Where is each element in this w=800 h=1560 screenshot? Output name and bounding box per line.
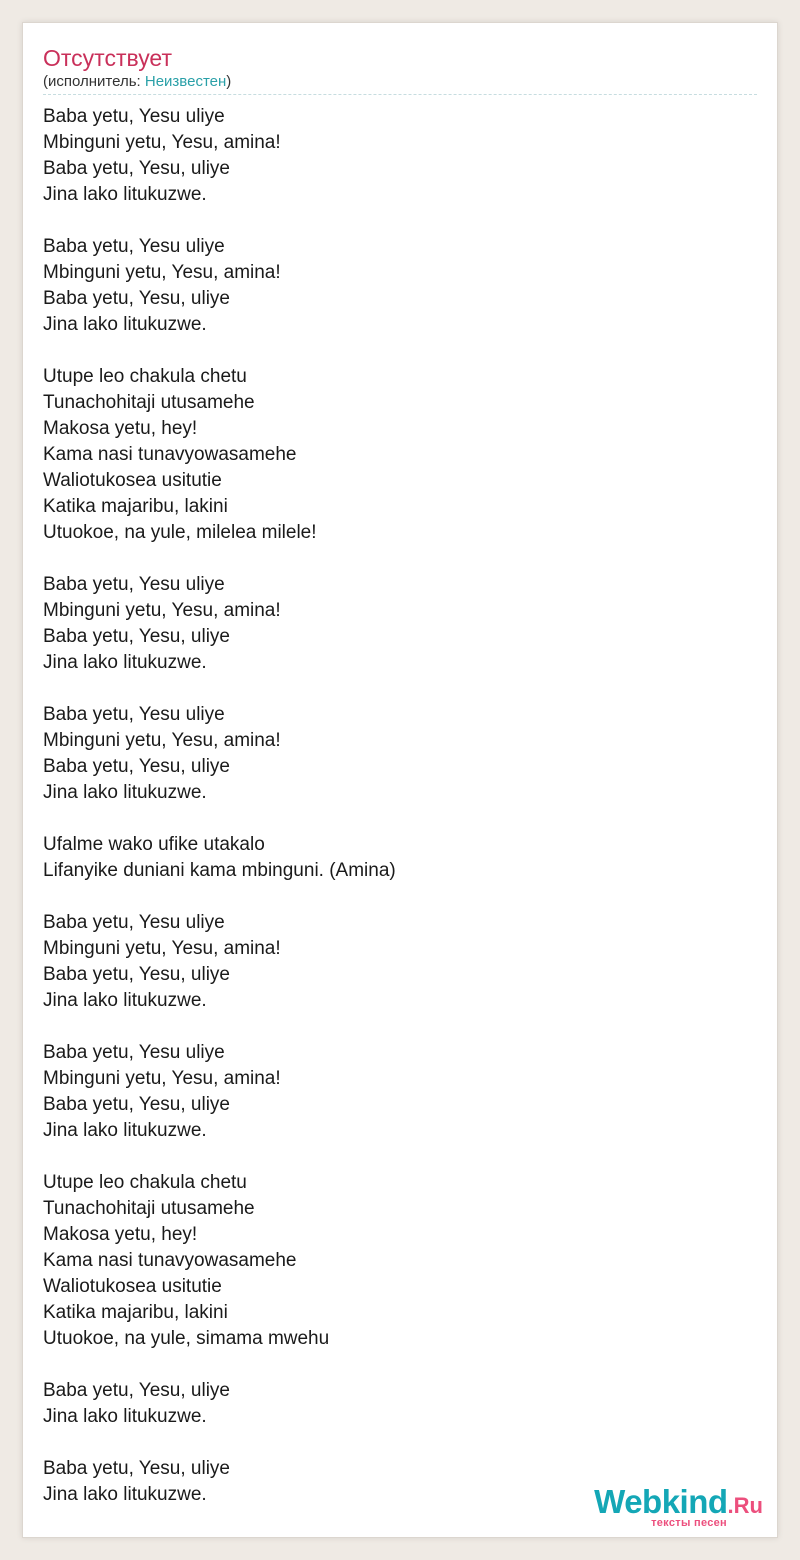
lyrics-line: Lifanyike duniani kama mbinguni. (Amina) (43, 860, 396, 881)
lyrics-line: Baba yetu, Yesu, uliye (43, 626, 230, 647)
lyrics-line: Utupe leo chakula chetu (43, 1172, 247, 1193)
lyrics-line: Baba yetu, Yesu, uliye (43, 1094, 230, 1115)
lyrics-line: Waliotukosea usitutie (43, 1276, 222, 1297)
lyrics-line: Makosa yetu, hey! (43, 1224, 198, 1245)
lyrics-line: Baba yetu, Yesu, uliye (43, 756, 230, 777)
lyrics-stanza (43, 1170, 743, 1352)
logo-tld: .Ru (727, 1493, 763, 1518)
lyrics-line: Mbinguni yetu, Yesu, amina! (43, 600, 281, 621)
lyrics-line: Baba yetu, Yesu, uliye (43, 158, 230, 179)
artist-link[interactable]: Неизвестен (144, 73, 227, 90)
lyrics-line: Utuokoe, na yule, milelea milele! (43, 522, 317, 543)
logo-tagline: тексты песен (651, 1517, 727, 1529)
lyrics-line: Baba yetu, Yesu uliye (43, 236, 225, 257)
lyrics-line: Jina lako litukuzwe. (43, 314, 207, 335)
lyrics-line: Katika majaribu, lakini (43, 496, 228, 517)
lyrics-stanza (43, 364, 743, 546)
lyrics-stanza (43, 572, 743, 676)
artist-prefix: (исполнитель: (43, 73, 145, 90)
lyrics-line: Baba yetu, Yesu uliye (43, 106, 225, 127)
lyrics-stanza (43, 910, 743, 1014)
lyrics-line: Mbinguni yetu, Yesu, amina! (43, 938, 281, 959)
lyrics-line: Waliotukosea usitutie (43, 470, 222, 491)
lyrics-line: Tunachohitaji utusamehe (43, 392, 255, 413)
lyrics-stanza (43, 1378, 743, 1430)
lyrics-line: Utupe leo chakula chetu (43, 366, 247, 387)
lyrics-line: Baba yetu, Yesu, uliye (43, 288, 230, 309)
song-title: Отсутствует (43, 45, 172, 71)
lyrics-line: Utuokoe, na yule, simama mwehu (43, 1328, 330, 1349)
title-divider (43, 94, 757, 95)
lyrics-line: Baba yetu, Yesu, uliye (43, 1380, 230, 1401)
lyrics-line: Kama nasi tunavyowasamehe (43, 1250, 297, 1271)
lyrics-line: Mbinguni yetu, Yesu, amina! (43, 262, 281, 283)
artist-line (43, 73, 231, 91)
lyrics-stanza (43, 832, 743, 884)
logo-name: Webkind (594, 1483, 728, 1520)
lyrics-line: Baba yetu, Yesu uliye (43, 574, 225, 595)
webkind-logo[interactable] (571, 1483, 771, 1533)
lyrics-line: Baba yetu, Yesu uliye (43, 704, 225, 725)
lyrics-line: Mbinguni yetu, Yesu, amina! (43, 1068, 281, 1089)
lyrics-stanza (43, 104, 743, 208)
artist-suffix: ) (226, 73, 232, 90)
lyrics-line: Baba yetu, Yesu uliye (43, 912, 225, 933)
lyrics-line: Baba yetu, Yesu, uliye (43, 1458, 230, 1479)
lyrics-body (43, 104, 743, 1534)
lyrics-line: Jina lako litukuzwe. (43, 184, 207, 205)
lyrics-line: Jina lako litukuzwe. (43, 990, 207, 1011)
lyrics-line: Jina lako litukuzwe. (43, 1406, 207, 1427)
lyrics-stanza (43, 234, 743, 338)
lyrics-line: Jina lako litukuzwe. (43, 782, 207, 803)
lyrics-line: Baba yetu, Yesu uliye (43, 1042, 225, 1063)
lyrics-stanza (43, 702, 743, 806)
lyrics-line: Ufalme wako ufike utakalo (43, 834, 265, 855)
lyrics-line: Tunachohitaji utusamehe (43, 1198, 255, 1219)
lyrics-line: Jina lako litukuzwe. (43, 1120, 207, 1141)
lyrics-line: Baba yetu, Yesu, uliye (43, 964, 230, 985)
lyrics-line: Katika majaribu, lakini (43, 1302, 228, 1323)
logo-wordmark (594, 1483, 763, 1521)
lyrics-stanza (43, 1040, 743, 1144)
lyrics-line: Kama nasi tunavyowasamehe (43, 444, 297, 465)
lyrics-line: Jina lako litukuzwe. (43, 652, 207, 673)
lyrics-line: Mbinguni yetu, Yesu, amina! (43, 132, 281, 153)
lyrics-line: Makosa yetu, hey! (43, 418, 198, 439)
lyrics-line: Mbinguni yetu, Yesu, amina! (43, 730, 281, 751)
lyrics-line: Jina lako litukuzwe. (43, 1484, 207, 1505)
lyrics-card (22, 22, 778, 1538)
